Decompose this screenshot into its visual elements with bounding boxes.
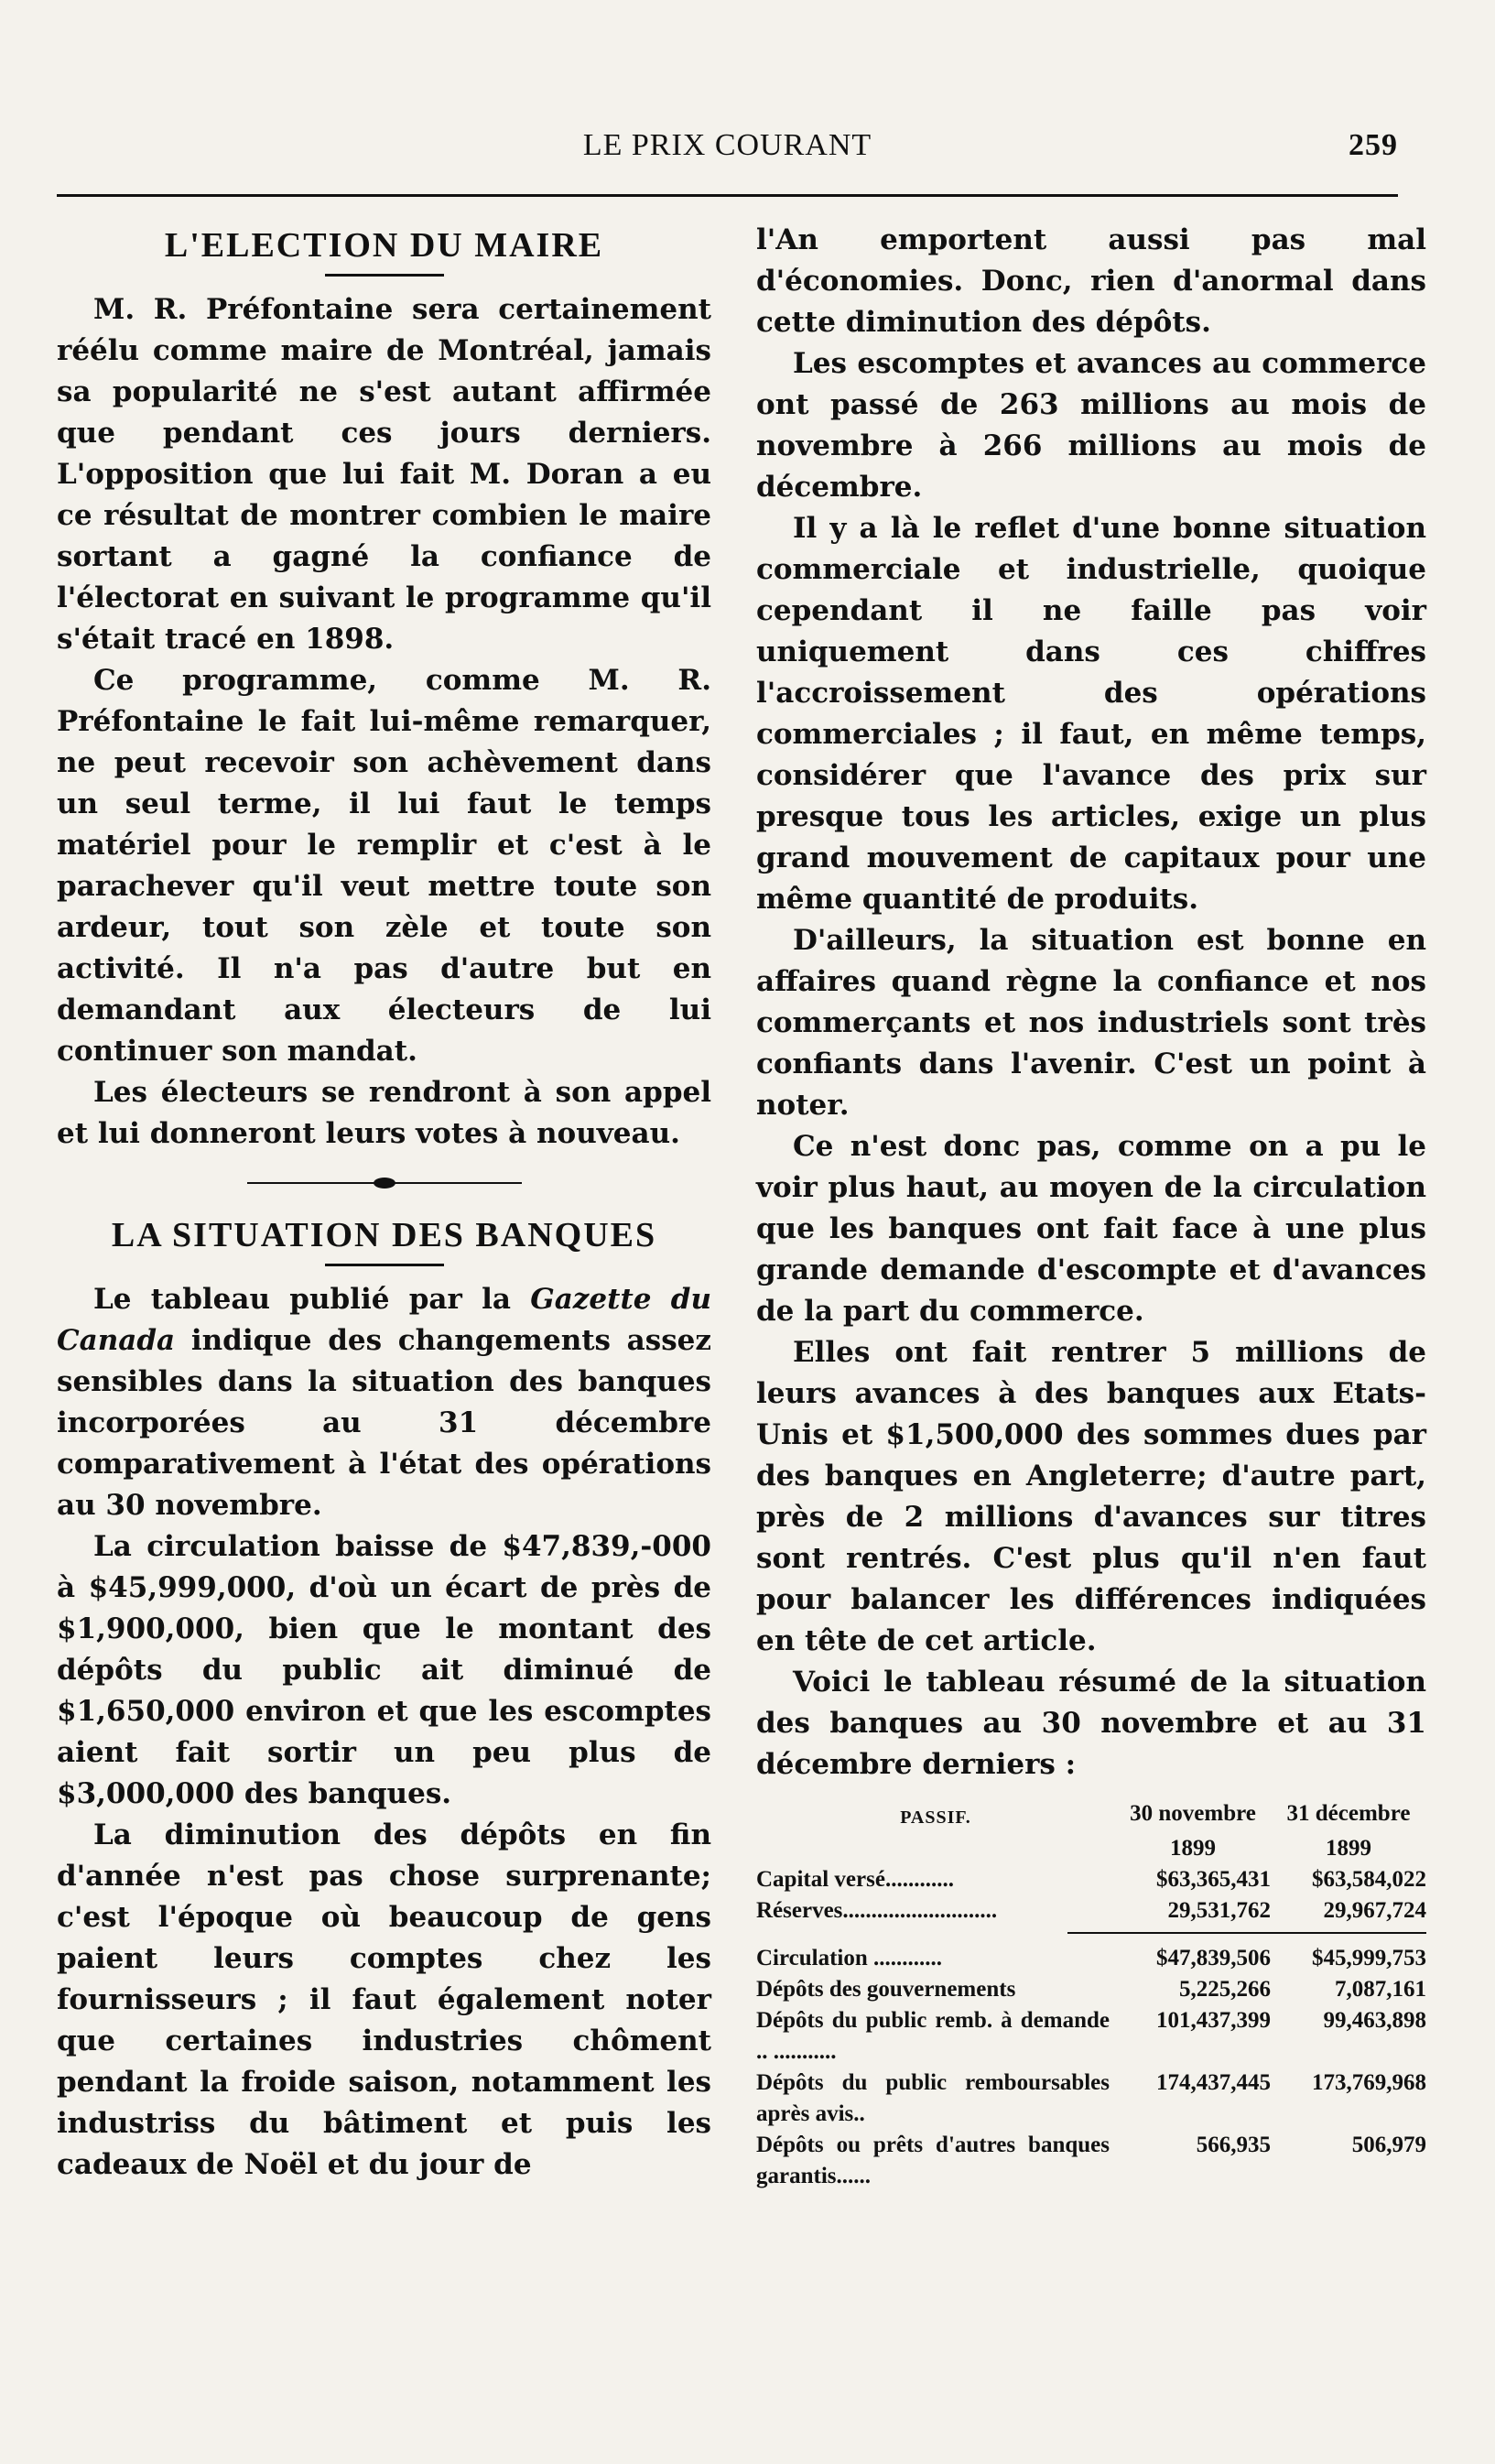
article1-paragraph: M. R. Préfontaine sera certainement réélu comme maire de Montréal, jamais sa popularité ne s'est autant affirmée que pendant ces jours derniers. L'opposition que lui fait M. Doran a eu ce résultat de montrer combien le maire sortant a gagné la confiance de l'électorat en suivant le programme qu'il s'était tracé en 1898. [57, 293, 711, 656]
header-rule [57, 194, 1398, 197]
table-header [756, 1798, 1426, 1833]
article2-paragraph: La circulation baisse de $47,839,-000 à $45,999,000, d'où un écart de près de $1,900,000, bien que le montant des dépôts du public ait diminué de $1,650,000 environ et que les escomptes aient fait sortir un peu plus de $3,000,000 des banques. [57, 1530, 711, 1810]
article2-paragraph: Il y a là le reflet d'une bonne situation commerciale et industrielle, quoique cependant il ne faille pas voir uniquement dans ces chiffres l'accroissement des opérations commerciales ; il faut, en même temps, considérer que l'avance des prix sur presque tous les articles, exige un plus grand mouvement de capitaux pour une même quantité de produits. [756, 512, 1426, 916]
gazette-name: Gazette du Canada [57, 1283, 711, 1357]
table-row: Capital versé............ $63,365,431 $63,584,022 [756, 1867, 1426, 1892]
article1-paragraph: Ce programme, comme M. R. Préfontaine le fait lui-même remarquer, ne peut recevoir son achèvement dans un seul terme, il lui faut le temps matériel pour le remplir et c'est à le parachever qu'il veut mettre toute son ardeur, tout son zèle et toute son activité. Il n'a pas d'autre but en demandant aux électeurs de lui continuer son mandat. [57, 664, 711, 1068]
article1-paragraph: Les électeurs se rendront à son appel et lui donneront leurs votes à nouveau. [57, 1076, 711, 1150]
table-col2-header: 31 décembre [1286, 1801, 1411, 1826]
table-divider [1067, 1932, 1426, 1934]
left-column [57, 220, 711, 2186]
article2-paragraph: Elles ont fait rentrer 5 millions de leurs avances à des banques aux Etats-Unis et $1,500,000 des sommes dues par des banques en Angleterre; d'autre part, près de 2 millions d'avances sur titres sont rentrés. C'est plus qu'il n'en faut pour balancer les différences indiquées en tête de cet article. [756, 1336, 1426, 1657]
article2-continuation: l'An emportent aussi pas mal d'économies. Donc, rien d'anormal dans cette diminution des dépôts. [756, 223, 1426, 339]
table-row: Dépôts des gouvernements 5,225,266 7,087,161 [756, 1977, 1426, 2002]
table-header-label: PASSIF. [900, 1807, 971, 1828]
title-rule [325, 274, 444, 277]
title-rule [325, 1264, 444, 1266]
table-col1-year: 1899 [1170, 1836, 1216, 1861]
table-col1-header: 30 novembre [1130, 1801, 1256, 1826]
bank-table [756, 1798, 1426, 2192]
right-column [756, 220, 1426, 2192]
table-row: Circulation ............ $47,839,506 $45,999,753 [756, 1946, 1426, 1970]
journal-title: LE PRIX COURANT [582, 128, 872, 162]
table-row: Dépôts du public remboursables après avis.. 174,437,445 173,769,968 [756, 2070, 1426, 2126]
table-row: Dépôts ou prêts d'autres banques garantis...... 566,935 506,979 [756, 2133, 1426, 2188]
table-row: Dépôts du public remb. à demande .. ........... 101,437,399 99,463,898 [756, 2008, 1426, 2064]
article2-paragraph: La diminution des dépôts en fin d'année n'est pas chose surprenante; c'est l'époque où beaucoup de gens paient leurs comptes chez les fournisseurs ; il faut également noter que certaines industries chôment pendant la froide saison, notamment les industriss du bâtiment et puis les cadeaux de Noël et du jour de [57, 1818, 711, 2181]
article2-paragraph: Les escomptes et avances au commerce ont passé de 263 millions au mois de novembre à 266 millions au mois de décembre. [756, 347, 1426, 504]
article2-paragraph: Le tableau publié par la Gazette du Canada indique des changements assez sensibles dans la situation des banques incorporées au 31 décembre comparativement à l'état des opérations au 30 novembre. [57, 1283, 711, 1522]
article1-title: L'ELECTION DU MAIRE [164, 226, 604, 265]
table-row: Réserves........................... 29,531,762 29,967,724 [756, 1898, 1426, 1923]
page-header [57, 128, 1398, 174]
page-number: 259 [1349, 128, 1398, 162]
article2-paragraph: Ce n'est donc pas, comme on a pu le voir plus haut, au moyen de la circulation que les banques ont fait face à une plus grande demande d'escompte et d'avances de la part du commerce. [756, 1130, 1426, 1328]
section-separator [247, 1182, 522, 1184]
article2-paragraph: Voici le tableau résumé de la situation des banques au 30 novembre et au 31 décembre derniers : [756, 1666, 1426, 1781]
table-year-row [756, 1833, 1426, 1864]
table-col2-year: 1899 [1326, 1836, 1371, 1861]
article2-paragraph: D'ailleurs, la situation est bonne en affaires quand règne la confiance et nos commerçants et nos industriels sont très confiants dans l'avenir. C'est un point à noter. [756, 924, 1426, 1122]
article2-title: LA SITUATION DES BANQUES [111, 1216, 657, 1254]
